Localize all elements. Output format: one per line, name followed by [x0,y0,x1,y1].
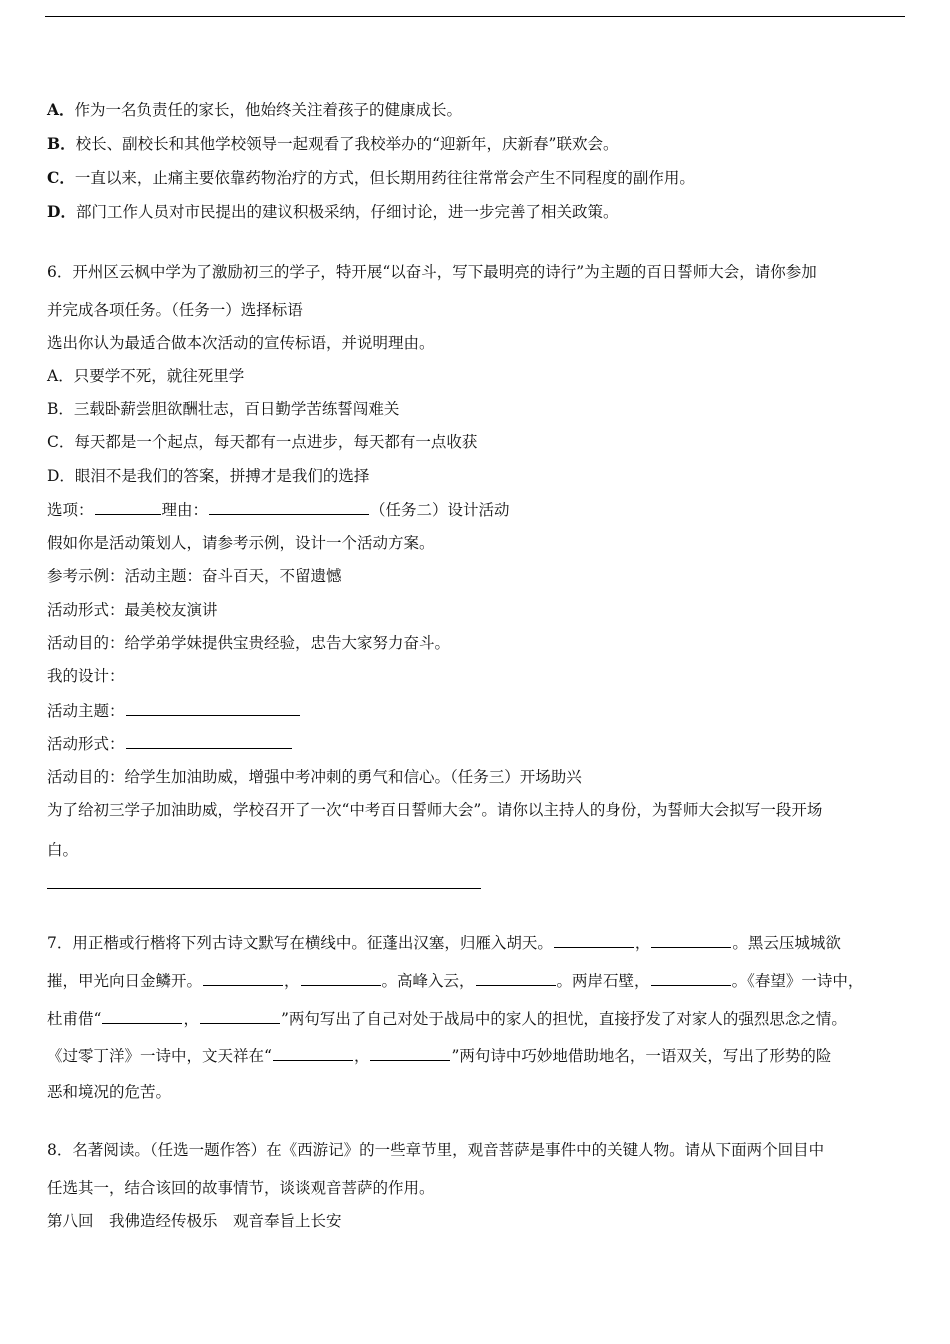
blank[interactable] [651,932,731,948]
q7-text: 7．用正楷或行楷将下列古诗文默写在横线中。征蓬出汉塞，归雁入胡天。 [47,934,553,952]
blank[interactable] [102,1008,182,1024]
option-text: 校长、副校长和其他学校领导一起观看了我校举办的“迎新年，庆新春”联欢会。 [75,135,619,153]
q6-option-c: C．每天都是一个起点，每天都有一点进步，每天都有一点收获 [47,433,478,451]
q7-line-1 [47,932,841,953]
task3-line-2: 白。 [47,841,79,859]
q7-text: ”两句写出了自己对处于战局中的家人的担忧，直接抒发了对家人的强烈思念之情。 [280,1010,847,1028]
choice-blank[interactable] [95,499,161,515]
q6-answer-line [47,499,510,520]
reason-blank[interactable] [209,499,369,515]
q5-option-c [47,168,695,188]
q7-line-3 [47,1008,847,1029]
q8-chapter-title: 第八回 我佛造经传极乐 观音奉旨上长安 [47,1212,342,1230]
q7-text: 。《春望》一诗中， [731,972,864,990]
q6-option-a: A．只要学不死，就往死里学 [47,367,245,385]
header-rule [45,16,905,17]
option-letter: D． [47,202,76,221]
q7-text: ”两句诗中巧妙地借助地名，一语双关，写出了形势的险 [451,1047,832,1065]
q6-option-d: D．眼泪不是我们的答案，拼搏才是我们的选择 [47,467,370,485]
option-letter: B． [47,134,76,153]
theme-blank[interactable] [126,700,300,716]
form-label: 活动形式： [47,735,125,753]
option-letter: A． [47,100,75,119]
blank[interactable] [554,932,634,948]
comma: ， [353,1047,370,1065]
comma: ， [183,1010,199,1028]
blank[interactable] [476,970,556,986]
my-theme-line [47,700,301,721]
q7-line-2 [47,970,863,991]
q7-text: 。高峰入云， [381,972,475,990]
comma: ， [634,934,651,952]
choice-label: 选项： [47,501,94,519]
blank[interactable] [273,1045,353,1061]
q7-text: 。黑云压城城欲 [732,934,841,952]
theme-label: 活动主题： [47,702,125,720]
blank[interactable] [203,970,283,986]
q6-stem-line-1: 6．开州区云枫中学为了激励初三的学子，特开展“以奋斗，写下最明亮的诗行”为主题的百日誓师大会，请你参加 [47,263,817,281]
blank[interactable] [370,1045,450,1061]
q6-option-b: B．三载卧薪尝胆欲酬壮志，百日勤学苦练誓闯难关 [47,400,400,418]
example-theme: 参考示例：活动主题：奋斗百天，不留遗憾 [47,567,342,585]
q6-stem-line-2: 并完成各项任务。（任务一）选择标语 [47,301,303,319]
option-text: 作为一名负责任的家长，他始终关注着孩子的健康成长。 [74,101,463,119]
task2-heading: （任务二）设计活动 [370,501,510,519]
answer-rule[interactable] [47,888,481,889]
option-letter: C． [47,168,75,187]
q7-text: 摧，甲光向日金鳞开。 [47,972,203,990]
my-design-label: 我的设计： [47,667,125,685]
q5-option-d [47,202,618,222]
option-text: 一直以来，止痛主要依靠药物治疗的方式，但长期用药往往常常会产生不同程度的副作用。 [74,169,695,187]
blank[interactable] [301,970,381,986]
example-purpose: 活动目的：给学弟学妹提供宝贵经验，忠告大家努力奋斗。 [47,634,451,652]
q5-option-b [47,134,618,154]
q7-line-4 [47,1045,831,1066]
q5-option-a [47,100,462,120]
q7-text: 。两岸石壁， [556,972,650,990]
reason-label: 理由： [161,501,209,519]
design-intro: 假如你是活动策划人，请参考示例，设计一个活动方案。 [47,534,435,552]
blank[interactable] [200,1008,280,1024]
blank[interactable] [651,970,731,986]
q8-stem-line-1: 8．名著阅读。（任选一题作答）在《西游记》的一些章节里，观音菩萨是事件中的关键人物。请从下面两个回目中 [47,1141,825,1159]
q7-text: 杜甫借“ [47,1010,102,1028]
example-form: 活动形式：最美校友演讲 [47,601,218,619]
q7-line-5: 恶和境况的危苦。 [47,1083,172,1101]
q7-text: 《过零丁洋》一诗中，文天祥在“ [47,1047,272,1065]
q6-instruction: 选出你认为最适合做本次活动的宣传标语，并说明理由。 [47,334,435,352]
option-text: 部门工作人员对市民提出的建议积极采纳，仔细讨论，进一步完善了相关政策。 [75,203,619,221]
q8-stem-line-2: 任选其一，结合该回的故事情节，谈谈观音菩萨的作用。 [47,1179,435,1197]
my-form-line [47,733,293,754]
my-purpose-line: 活动目的：给学生加油助威，增强中考冲刺的勇气和信心。（任务三）开场助兴 [47,768,582,786]
form-blank[interactable] [126,733,292,749]
comma: ， [284,972,300,990]
task3-line-1: 为了给初三学子加油助威，学校召开了一次“中考百日誓师大会”。请你以主持人的身份，为誓师大会拟写一段开场 [47,801,823,819]
